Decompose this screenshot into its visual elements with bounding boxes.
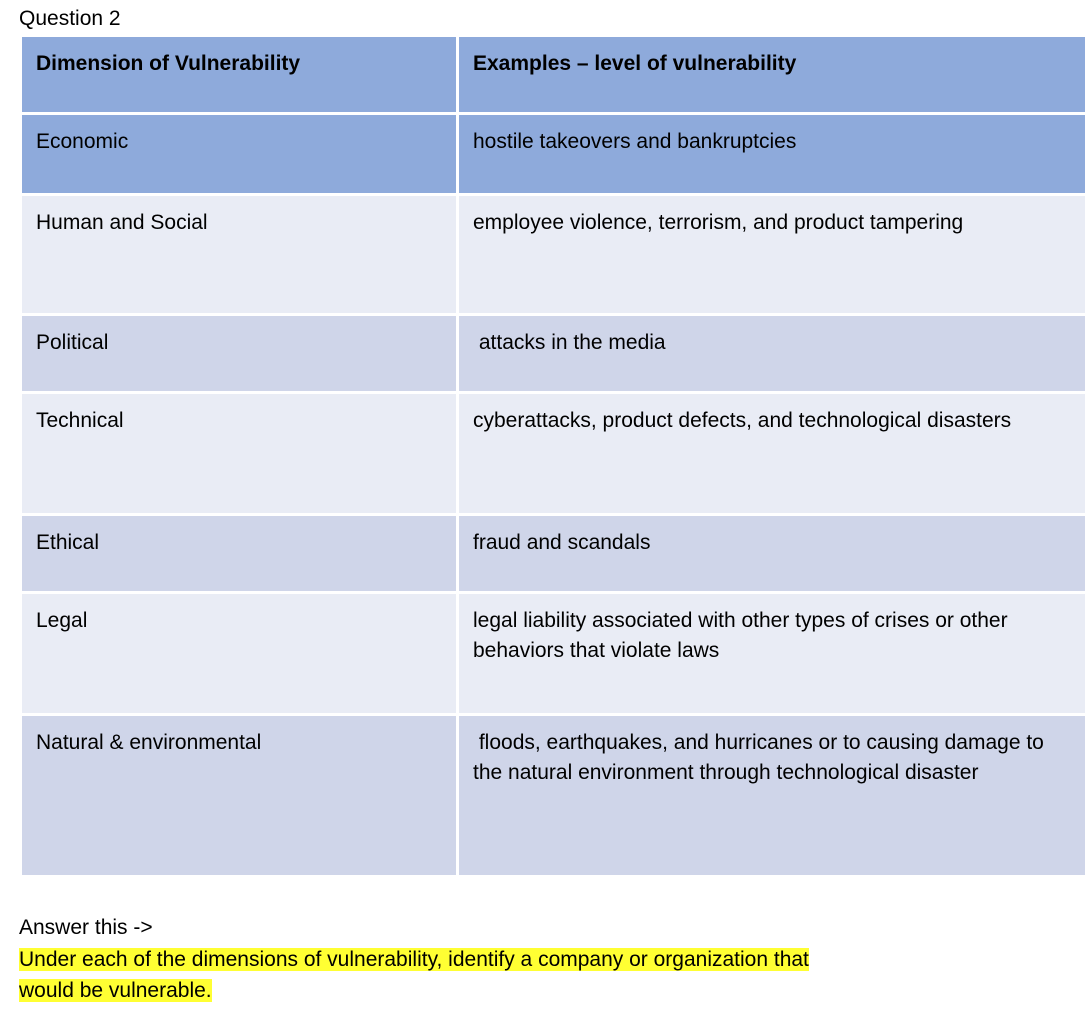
examples-cell: floods, earthquakes, and hurricanes or to causing damage to the natural environment through technological disaster — [458, 715, 1087, 877]
examples-cell: employee violence, terrorism, and product tampering — [458, 195, 1087, 315]
answer-prompt-line2: would be vulnerable. — [19, 979, 212, 1002]
table-header-row — [21, 36, 1087, 114]
vulnerability-table — [19, 34, 1088, 878]
dimension-cell: Human and Social — [21, 195, 458, 315]
dimension-cell: Legal — [21, 593, 458, 715]
examples-cell: cyberattacks, product defects, and technological disasters — [458, 393, 1087, 515]
table-row — [21, 393, 1087, 515]
header-dimension: Dimension of Vulnerability — [21, 36, 458, 114]
table-row — [21, 715, 1087, 877]
examples-cell: fraud and scandals — [458, 515, 1087, 593]
table-row — [21, 114, 1087, 195]
dimension-cell: Technical — [21, 393, 458, 515]
examples-cell: legal liability associated with other types of crises or other behaviors that violate laws — [458, 593, 1087, 715]
dimension-cell: Natural & environmental — [21, 715, 458, 877]
answer-prompt-line1: Under each of the dimensions of vulnerability, identify a company or organization that — [19, 948, 809, 971]
table-row — [21, 195, 1087, 315]
answer-label: Answer this -> — [19, 916, 153, 939]
dimension-cell: Ethical — [21, 515, 458, 593]
dimension-cell: Economic — [21, 114, 458, 195]
table-row — [21, 593, 1087, 715]
examples-cell: attacks in the media — [458, 315, 1087, 393]
examples-cell: hostile takeovers and bankruptcies — [458, 114, 1087, 195]
answer-prompt — [19, 944, 939, 1006]
table-row — [21, 515, 1087, 593]
header-examples: Examples – level of vulnerability — [458, 36, 1087, 114]
table-row — [21, 315, 1087, 393]
question-title: Question 2 — [19, 7, 121, 30]
dimension-cell: Political — [21, 315, 458, 393]
